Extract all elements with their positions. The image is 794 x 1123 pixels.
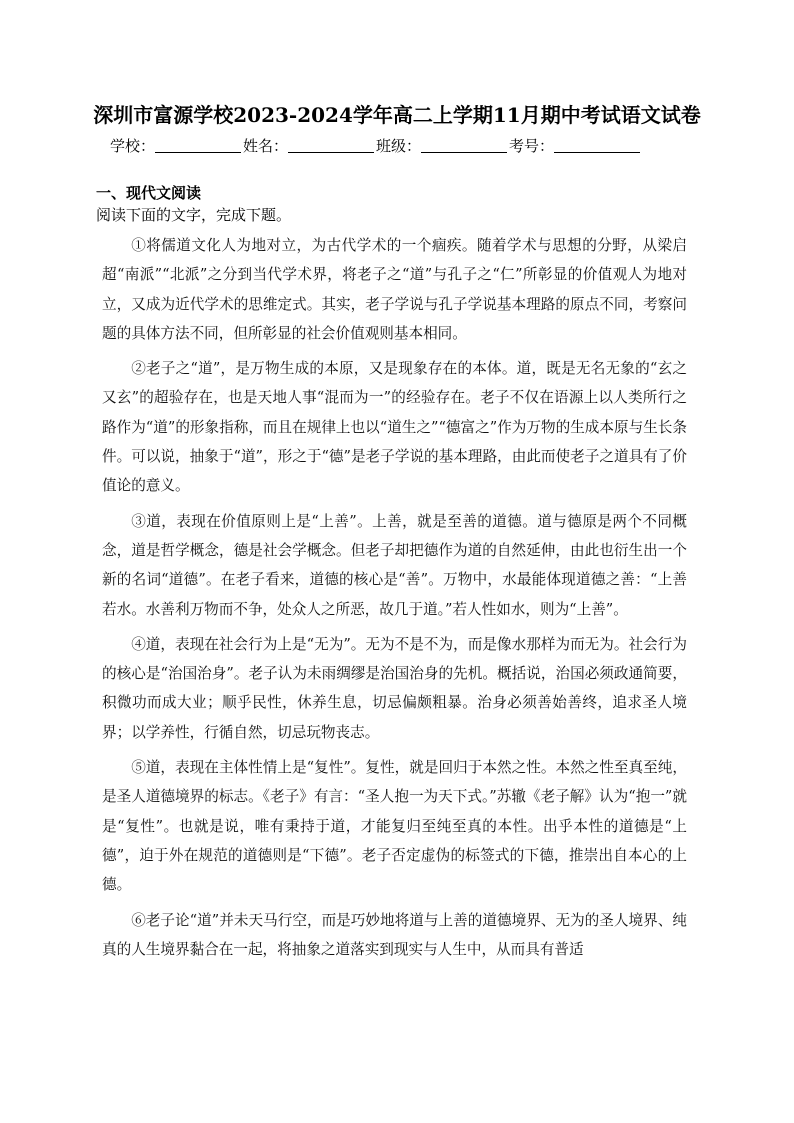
school-blank[interactable]	[155, 136, 241, 153]
paragraph-6: ⑥老子论“道”并未天马行空，而是巧妙地将道与上善的道德境界、无为的圣人境界、纯真的人生境界黏合在一起，将抽象之道落实到现实与人生中，从而具有普适	[102, 911, 687, 958]
section-instruction: 阅读下面的文字，完成下题。	[96, 206, 292, 224]
school-label: 学校：	[110, 137, 156, 155]
number-label: 考号：	[509, 137, 555, 155]
paragraph-5: ⑤道，表现在主体性情上是“复性”。复性，就是回归于本然之性。本然之性至真至纯，是圣人道德境界的标志。《老子》有言：“圣人抱一为天下式。”苏辙《老子解》认为“抱一”就是“复性”。也就是说，唯有秉持于道，才能复归至纯至真的本性。出乎本性的道德是“上德”，迫于外在规范的道德则是“下德”。老子否定虚伪的标签式的下德，推崇出自本心的上德。	[102, 759, 687, 894]
paragraph-4: ④道，表现在社会行为上是“无为”。无为不是不为，而是像水那样为而无为。社会行为的核心是“治国治身”。老子认为未雨绸缪是治国治身的先机。概括说，治国必须政通简要，积微功而成大业；顺乎民性，休养生息，切忌偏颇粗暴。治身必须善始善终，追求圣人境界；以学养性，行循自然，切忌玩物丧志。	[102, 635, 687, 741]
section-heading: 一、现代文阅读	[96, 184, 202, 202]
paragraph-3: ③道，表现在价值原则上是“上善”。上善，就是至善的道德。道与德原是两个不同概念，道是哲学概念，德是社会学概念。但老子却把德作为道的自然延伸，由此也衍生出一个新的名词“道德”。在老子看来，道德的核心是“善”。万物中，水最能体现道德之善：“上善若水。水善利万物而不争，处众人之所恶，故几于道。”若人性如水，则为“上善”。	[102, 512, 687, 618]
name-blank[interactable]	[288, 136, 374, 153]
name-label: 姓名：	[243, 137, 289, 155]
paragraph-1: ①将儒道文化人为地对立，为古代学术的一个痼疾。随着学术与思想的分野，从梁启超“南派”“北派”之分到当代学术界，将老子之“道”与孔子之“仁”所彰显的价值观人为地对立，又成为近代学术的思维定式。其实，老子学说与孔子学说基本理路的原点不同，考察问题的具体方法不同，但所彰显的社会价值观则基本相同。	[102, 237, 687, 342]
number-blank[interactable]	[554, 136, 640, 153]
class-label: 班级：	[376, 137, 422, 155]
exam-title: 深圳市富源学校2023-2024学年高二上学期11月期中考试语文试卷	[93, 103, 701, 127]
reading-passage	[102, 231, 687, 970]
paragraph-2: ②老子之“道”，是万物生成的本原，又是现象存在的本体。道，既是无名无象的“玄之又玄”的超验存在，也是天地人事“混而为一”的经验存在。老子不仅在语源上以人类所行之路作为“道”的形象指称，而且在规律上也以“道生之”“德富之”作为万物的生成本原与生长条件。可以说，抽象于“道”，形之于“德”是老子学说的基本理路，由此而使老子之道具有了价值论的意义。	[102, 360, 687, 495]
student-info-line	[110, 133, 690, 159]
class-blank[interactable]	[421, 136, 507, 153]
